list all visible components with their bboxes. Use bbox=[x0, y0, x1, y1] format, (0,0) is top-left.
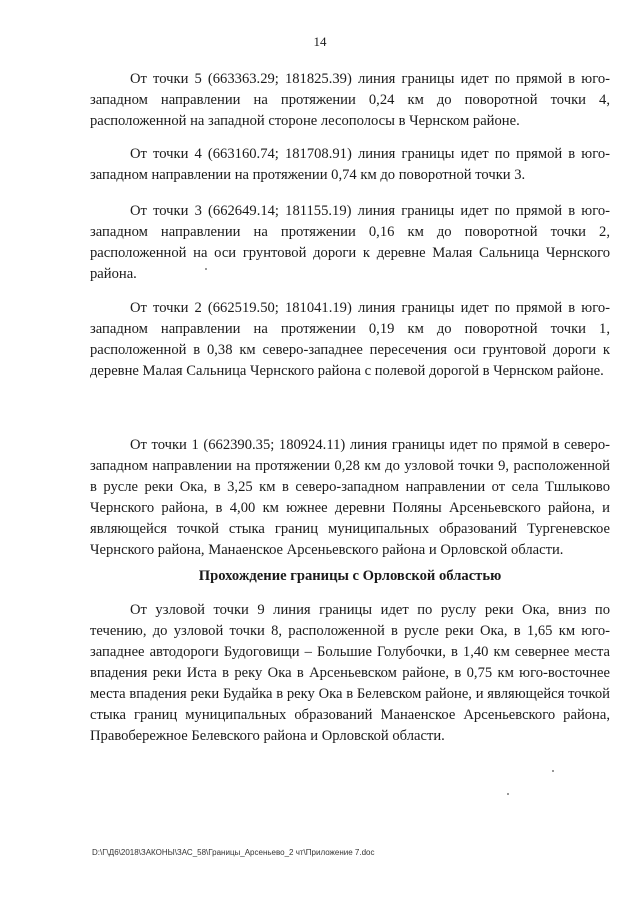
footer-file-path: D:\Г\Д6\2018\ЗАКОНЫ\ЗАС_58\Границы_Арсеньево_2 чт\Приложение 7.doc bbox=[92, 848, 375, 857]
paragraph-point-5: От точки 5 (663363.29; 181825.39) линия границы идет по прямой в юго-западном направлении на протяжении 0,24 км до поворотной точки 4, расположенной на западной стороне лесополосы в Чернском районе. bbox=[90, 71, 610, 129]
paragraph-point-4: От точки 4 (663160.74; 181708.91) линия границы идет по прямой в юго-западном направлении на протяжении 0,74 км до поворотной точки 3. bbox=[90, 146, 610, 183]
scan-speck bbox=[552, 770, 554, 772]
page-number: 14 bbox=[313, 34, 327, 49]
paragraph-node-9: От узловой точки 9 линия границы идет по руслу реки Ока, вниз по течению, до узловой точки 8, расположенной в русле реки Ока, в 1,65 км юго-западнее автодороги Будоговищи – Большие Голубочки, в 1,40 км севернее места впадения реки Иста в реку Ока в Арсеньевском районе, в 0,75 км юго-восточнее места впадения реки Будайка в реку Ока в Белевском районе, и являющейся точкой стыка границ муниципальных образований Манаенское Арсеньевского района, Правобережное Белевского района и Орловской области. bbox=[90, 602, 610, 744]
paragraph-point-2: От точки 2 (662519.50; 181041.19) линия границы идет по прямой в юго-западном направлении на протяжении 0,19 км до поворотной точки 1, расположенной в 0,38 км северо-западнее пересечения оси грунтовой дороги к деревне Малая Сальница Чернского района с полевой дорогой в Чернском районе. bbox=[90, 300, 610, 379]
scan-speck bbox=[205, 268, 207, 270]
paragraph-point-1: От точки 1 (662390.35; 180924.11) линия границы идет по прямой в северо-западном направлении на протяжении 0,28 км до узловой точки 9, расположенной в русле реки Ока, в 3,25 км в северо-западном направлении от села Тшлыково Чернского района, в 4,00 км южнее деревни Поляны Арсеньевского района, и являющейся точкой стыка границ муниципальных образований Тургеневское Чернского района, Манаенское Арсеньевского района и Орловской области. bbox=[90, 437, 610, 558]
section-heading: Прохождение границы с Орловской областью bbox=[198, 568, 502, 584]
scan-speck bbox=[507, 793, 509, 795]
paragraph-point-3: От точки 3 (662649.14; 181155.19) линия границы идет по прямой в юго-западном направлении на протяжении 0,16 км до поворотной точки 2, расположенной на оси грунтовой дороги к деревне Малая Сальница Чернского района. bbox=[90, 203, 610, 282]
